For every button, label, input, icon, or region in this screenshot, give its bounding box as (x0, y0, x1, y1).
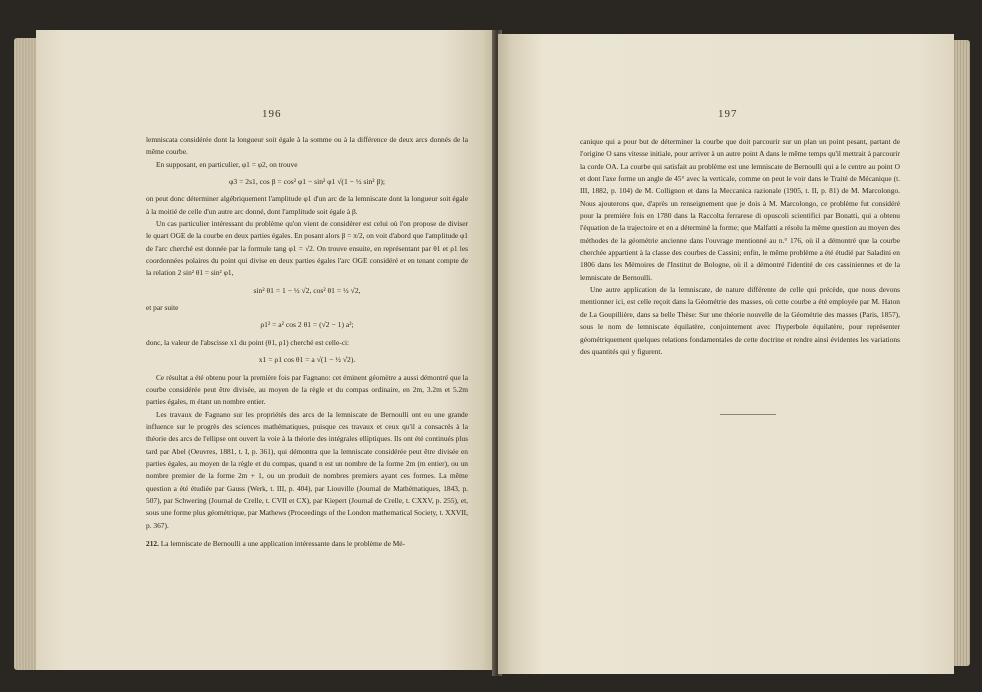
section-paragraph (146, 538, 468, 550)
left-page (36, 30, 496, 670)
paragraph: Les travaux de Fagnano sur les propriétés des arcs de la lemniscate de Bernoulli ont eu une grande influence sur le progrès des sciences mathématiques, puisque ces travaux et ceux qu'il a consacrés à la théorie des arcs de l'ellipse ont ouvert la voie à la théorie des intégrales elliptiques. Ils ont été continués plus tard par Abel (Oeuvres, 1881, t. I, p. 361), qui démontra que la lemniscate considérée peut être divisée en parties égales, au moyen de la règle et du compas, quand n est un nombre de la forme 2m (m entier), ou un nombre premier de la forme 2m + 1, ou un produit de nombres premiers ayant ces formes. La même question a été étudiée par Gauss (Werk, t. III, p. 404), par Liouville (Journal de Mathématiques, 1843, p. 507), par Schwering (Journal de Crelle, t. CVII et CX), par Kiepert (Journal de Crelle, t. CXXV, p. 255), et, sous une forme plus géométrique, par Mathews (Proceedings of the London mathematical Society, t. XXVII, p. 367). (146, 409, 468, 530)
open-book (14, 30, 970, 680)
paragraph: et par suite (146, 303, 179, 313)
paragraph: on peut donc déterminer algébriquement l'amplitude φ1 d'un arc de la lemniscate dont la longueur soit égale à la moitié de celle d'un autre arc donné, dont l'amplitude soit égale à β. (146, 194, 468, 216)
page-stack-right-edge (954, 40, 970, 666)
formula: sin² θ1 = 1 − ½ √2, cos² θ1 = ½ √2, (253, 285, 361, 295)
paragraph: lemniscata considérée dont la longueur soit égale à la somme ou à la différence de deux arcs donnés de la même courbe. (146, 135, 468, 157)
right-page (498, 34, 954, 674)
end-rule (720, 414, 776, 415)
right-page-body (580, 136, 900, 358)
section-number: 212. (146, 538, 159, 548)
page-number-right: 197 (718, 108, 738, 120)
formula: ρ1² = a² cos 2 θ1 = (√2 − 1) a²; (260, 320, 354, 330)
paragraph: donc, la valeur de l'abscisse x1 du point (θ1, ρ1) cherché est celle-ci: (146, 337, 350, 347)
paragraph: Ce résultat a été obtenu pour la première fois par Fagnano: cet éminent géomètre a aussi démontré que la courbe considérée peut être divisée, au moyen de la règle et du compas ordinaire, en 2m, 3.2m et 5.2m parties égales, m étant un nombre entier. (146, 372, 468, 407)
left-page-body (146, 134, 468, 550)
paragraph: Une autre application de la lemniscate, de nature différente de celle qui précède, que nous devons mentionner ici, est celle reçoit dans la Géométrie des masses, où cette courbe a été employée par M. Haton de La Goupillière, dans sa belle Thèse: Sur une théorie nouvelle de la Géométrie des masses (Paris, 1857), sous le nom de lemniscate équilatère, conjointement avec l'hyperbole équilatère, pour représenter géométriquement quelques relations fondamentales de cette doctrine et rendre ainsi évidentes les variations des quantités qui y figurent. (580, 285, 900, 356)
paragraph: canique qui a pour but de déterminer la courbe que doit parcourir sur un plan un point pesant, partant de l'origine O sans vitesse initiale, pour arriver à un autre point A dans le même temps qu'il mettrait à parcourir la corde OA. La courbe qui satisfait au problème est une lemniscate de Bernoulli qui a le centre au point O et dont l'axe forme un angle de 45° avec la verticale, comme on peut le voir dans le Traité de Mécanique (t. III, 1882, p. 104) de M. Collignon et dans la Meccanica razionale (1905, t. II, p. 81) de M. Marcolongo. Nous ajouterons que, d'après un renseignement que je dois à M. Marcolongo, ce problème fut considéré pour la première fois en 1780 dans la Raccolta ferrarese di opuscoli scientifici par Bonatti, qui a obtenu l'équation de la trajectoire et en a déterminé la forme; que Malfatti a résolu la même question au moyen des méthodes de la géométrie ancienne dans l'ouvrage mentionné au n.° 176, où il a démontré que la courbe cherchée appartient à la classe des courbes de Cassini; enfin, le même problème a été étudié par Saladini en 1806 dans les Mémoires de l'Institut de Bologne, où il a démontré l'identité de ces cassiniennes et de la lemniscate de Bernoulli. (580, 137, 900, 282)
formula: φ3 = 2s1, cos β = cos² φ1 − sin² φ1 √(1 − ½ sin² β); (229, 177, 385, 187)
paragraph: Un cas particulier intéressant du problème qu'on vient de considérer est celui où l'on propose de diviser le quart OGE de la courbe en deux parties égales. En posant alors β = π/2, on voit d'abord que l'amplitude φ1 de l'arc cherché est donnée par la formule tang φ1 = √2. On trouve ensuite, en représentant par θ1 et ρ1 les coordonnées polaires du point qui divise en deux parties égales l'arc OGE considéré et en tenant compte de la relation 2 sin² θ1 = sin² φ1, (146, 219, 468, 278)
formula: x1 = ρ1 cos θ1 = a √(1 − ½ √2). (258, 355, 356, 365)
page-number-left: 196 (262, 108, 282, 120)
section-text: La lemniscate de Bernoulli a une application intéressante dans le problème de Mé- (160, 538, 406, 548)
paragraph: En supposant, en particulier, φ1 = φ2, on trouve (156, 159, 298, 169)
